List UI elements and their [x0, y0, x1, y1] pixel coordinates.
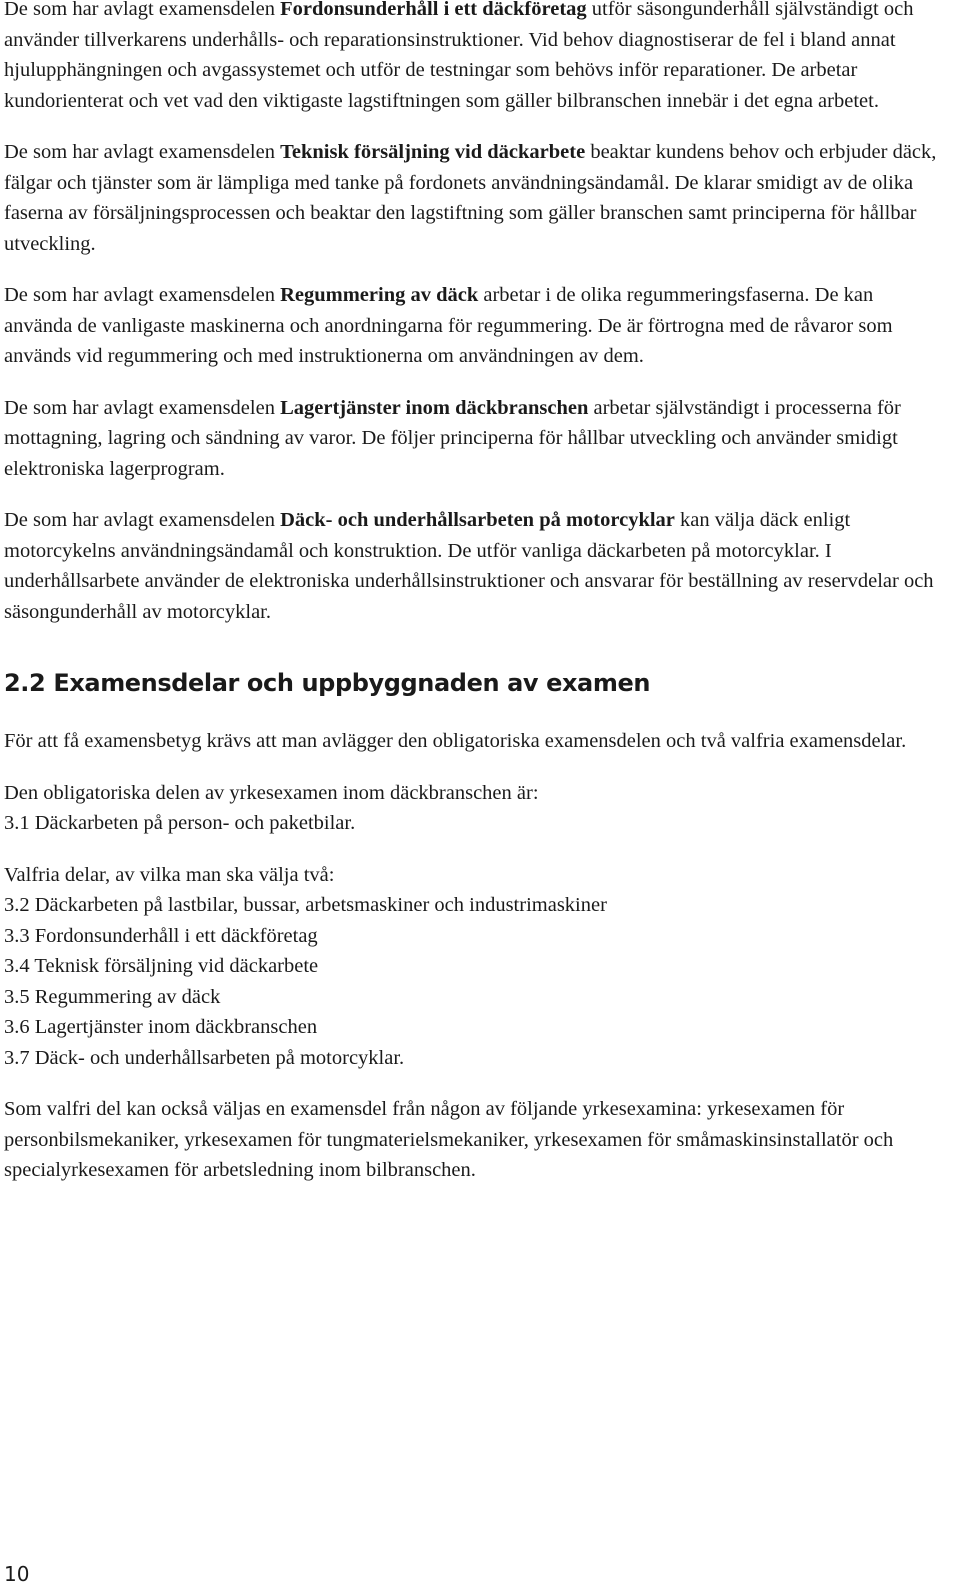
- paragraph-teknisk-forsaljning: De som har avlagt examensdelen Teknisk försäljning vid däckarbete beaktar kundens behov och erbjuder däck, fälgar och tjänster som är lämpliga med tanke på fordonets användningsändamål. De klarar smidigt av de olika faserna av försäljningsprocessen och beaktar den lagstiftning som gäller branschen samt principerna för hållbar utveckling.: [4, 141, 937, 255]
- optional-block: [4, 860, 939, 1074]
- document-page: [4, 0, 939, 1186]
- paragraph-lagertjanster: De som har avlagt examensdelen Lagertjänster inom däckbranschen arbetar självständigt i processerna för mottagning, lagring och sändning av varor. De följer principerna för hållbar utveckling och använder smidigt elektroniska lagerprogram.: [4, 396, 901, 480]
- intro-paragraph: För att få examensbetyg krävs att man avlägger den obligatoriska examensdelen och två valfria examensdelar.: [4, 730, 907, 752]
- optional-heading: Valfria delar, av vilka man ska välja två:: [4, 863, 335, 886]
- optional-item: 3.4 Teknisk försäljning vid däckarbete: [4, 955, 319, 977]
- paragraph-regummering: De som har avlagt examensdelen Regummering av däck arbetar i de olika regummeringsfaserna. De kan använda de vanligaste maskinerna och anordningarna för regummering. De är förtrogna med de råvaror som används vid regummering och med instruktionerna om användningen av dem.: [4, 284, 893, 367]
- term-motorcyklar: Däck- och underhållsarbeten på motorcyklar: [280, 509, 675, 531]
- section-title: Examensdelar och uppbyggnaden av examen: [53, 669, 651, 697]
- section-heading: [4, 666, 939, 700]
- paragraph-fordonsunderhall: De som har avlagt examensdelen Fordonsunderhåll i ett däckföretag utför säsongunderhåll självständigt och använder tillverkarens underhålls- och reparationsinstruktioner. Vid behov diagnostiserar de fel i bland annat hjulupphängningen och avgassystemet och utför de testningar som behövs inför reparationer. De arbetar kundorienterat och vet vad den viktigaste lagstiftningen som gäller bilbranschen innebär i det egna arbetet.: [4, 0, 914, 112]
- paragraph-motorcyklar: De som har avlagt examensdelen Däck- och underhållsarbeten på motorcyklar kan välja däck enligt motorcykelns användningsändamål och konstruktion. De utför vanliga däckarbeten på motorcyklar. I underhållsarbete använder de elektroniska underhållsinstruktioner och ansvarar för beställning av reservdelar och säsongunderhåll av motorcyklar.: [4, 509, 934, 623]
- optional-item: 3.5 Regummering av däck: [4, 985, 221, 1008]
- term-lagertjanster: Lagertjänster inom däckbranschen: [280, 396, 589, 419]
- optional-item: 3.7 Däck- och underhållsarbeten på motorcyklar.: [4, 1046, 405, 1069]
- section-number: 2.2: [4, 669, 46, 697]
- term-teknisk-forsaljning: Teknisk försäljning vid däckarbete: [280, 141, 586, 163]
- closing-paragraph: Som valfri del kan också väljas en examensdel från någon av följande yrkesexamina: yrkesexamen för personbilsmekaniker, yrkesexamen för tungmaterielsmekaniker, yrkesexamen för småmaskinsinstallatör och specialyrkesexamen för arbetsledning inom bilbranschen.: [4, 1098, 894, 1181]
- mandatory-heading: Den obligatoriska delen av yrkesexamen inom däckbranschen är:: [4, 781, 539, 804]
- mandatory-item: 3.1 Däckarbeten på person- och paketbilar.: [4, 812, 356, 834]
- page-number: 10: [4, 1562, 30, 1586]
- optional-item: 3.3 Fordonsunderhåll i ett däckföretag: [4, 924, 318, 947]
- optional-item: 3.6 Lagertjänster inom däckbranschen: [4, 1016, 318, 1038]
- term-fordonsunderhall: Fordonsunderhåll i ett däckföretag: [280, 0, 587, 20]
- optional-item: 3.2 Däckarbeten på lastbilar, bussar, arbetsmaskiner och industrimaskiner: [4, 894, 607, 916]
- mandatory-block: [4, 778, 939, 839]
- term-regummering: Regummering av däck: [280, 284, 479, 306]
